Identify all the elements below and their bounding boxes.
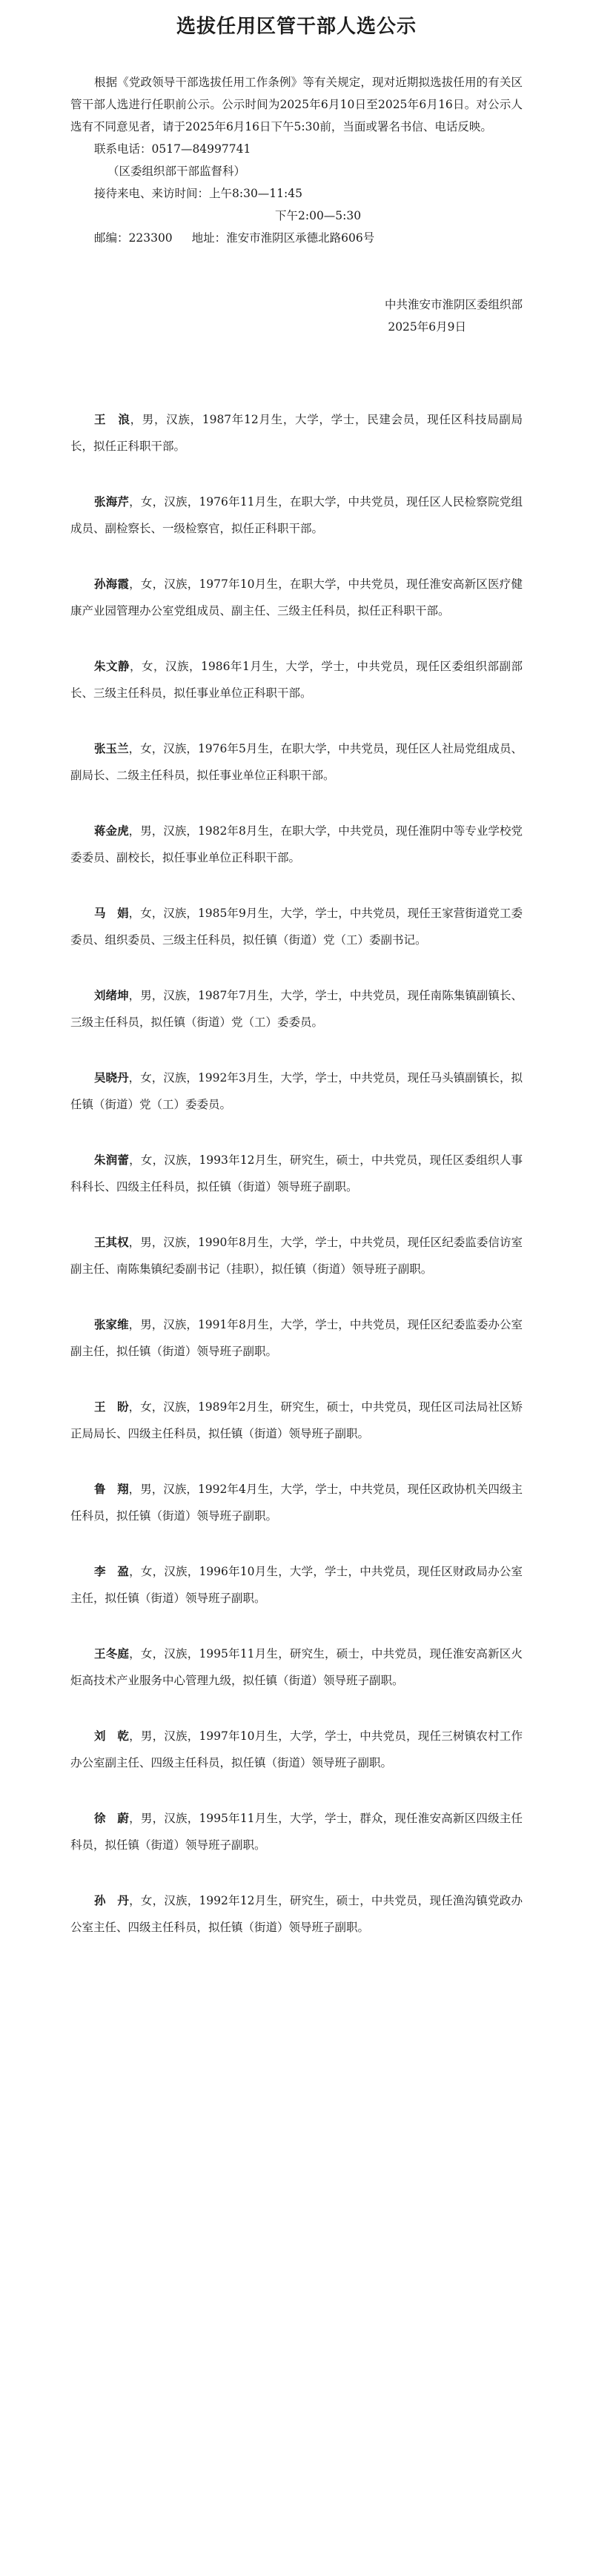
- postcode: 邮编：223300: [94, 231, 173, 245]
- candidate-entry: [70, 1311, 523, 1365]
- candidate-entry: [70, 1394, 523, 1447]
- candidate-entry: [70, 1805, 523, 1858]
- candidate-details: ，女，汉族，1985年9月生，大学，学士，中共党员，现任王家营街道党工委委员、组织委员、三级主任科员，拟任镇（街道）党（工）委副书记。: [70, 907, 523, 947]
- candidate-entry: [70, 571, 523, 624]
- candidate-entry: [70, 818, 523, 871]
- candidate-name: 刘 乾: [94, 1729, 130, 1743]
- candidate-details: ，女，汉族，1989年2月生，研究生，硕士，中共党员，现任区司法局社区矫正局局长、四级主任科员，拟任镇（街道）领导班子副职。: [70, 1400, 523, 1440]
- candidate-name: 马 娟: [94, 906, 129, 920]
- candidate-details: ，女，汉族，1986年1月生，大学，学士，中共党员，现任区委组织部副部长、三级主任科员，拟任事业单位正科职干部。: [70, 660, 523, 700]
- candidate-name: 孙海霞: [94, 577, 130, 591]
- address: 地址：淮安市淮阴区承德北路606号: [191, 231, 375, 245]
- candidate-entry: [70, 900, 523, 953]
- candidate-details: ，女，汉族，1995年11月生，研究生，硕士，中共党员，现任淮安高新区火炬高技术产业服务中心管理九级，拟任镇（街道）领导班子副职。: [70, 1647, 523, 1687]
- candidate-name: 李 盈: [94, 1564, 130, 1578]
- reception-hours-pm: 下午2:00—5:30: [275, 209, 362, 222]
- candidate-entry: [70, 1640, 523, 1694]
- candidate-details: ，女，汉族，1996年10月生，大学，学士，中共党员，现任区财政局办公室主任，拟任镇（街道）领导班子副职。: [70, 1565, 523, 1605]
- contact-office: （区委组织部干部监督科）: [107, 165, 246, 178]
- candidate-entry: [70, 653, 523, 706]
- candidate-entry: [70, 1229, 523, 1282]
- candidate-entry: [70, 1558, 523, 1612]
- candidate-details: ，男，汉族，1987年12月生，大学，学士，民建会员，现任区科技局副局长，拟任正科职干部。: [70, 413, 523, 453]
- candidate-entry: [70, 982, 523, 1036]
- candidate-name: 蒋金虎: [94, 824, 129, 838]
- candidate-name: 吴晓丹: [94, 1070, 129, 1085]
- candidate-entry: [70, 735, 523, 789]
- candidate-details: ，男，汉族，1992年4月生，大学，学士，中共党员，现任区政协机关四级主任科员，拟任镇（街道）领导班子副职。: [70, 1483, 523, 1523]
- candidate-details: ，男，汉族，1997年10月生，大学，学士，中共党员，现任三树镇农村工作办公室副主任、四级主任科员，拟任镇（街道）领导班子副职。: [70, 1729, 523, 1769]
- candidate-details: ，男，汉族，1987年7月生，大学，学士，中共党员，现任南陈集镇副镇长、三级主任科员，拟任镇（街道）党（工）委委员。: [70, 989, 523, 1029]
- candidate-name: 鲁 翔: [94, 1482, 129, 1496]
- signature-date: 2025年6月9日: [388, 320, 466, 334]
- candidate-name: 王其权: [94, 1235, 129, 1249]
- postcode-address-row: [70, 227, 523, 249]
- candidate-name: 王 盼: [94, 1400, 129, 1414]
- candidate-entry: [70, 1064, 523, 1118]
- reception-hours-am: 接待来电、来访时间：上午8:30—11:45: [94, 187, 302, 200]
- candidate-name: 张海芹: [94, 494, 130, 509]
- signature-org: 中共淮安市淮阴区委组织部: [384, 298, 523, 311]
- candidate-entry: [70, 1476, 523, 1529]
- candidate-name: 朱文静: [94, 659, 130, 673]
- candidate-name: 刘绪坤: [94, 988, 129, 1002]
- candidate-details: ，男，汉族，1995年11月生，大学，学士，群众，现任淮安高新区四级主任科员，拟任镇（街道）领导班子副职。: [70, 1812, 523, 1852]
- candidate-name: 王冬庭: [94, 1646, 130, 1661]
- candidate-details: ，女，汉族，1993年12月生，研究生，硕士，中共党员，现任区委组织人事科科长、四级主任科员，拟任镇（街道）领导班子副职。: [70, 1153, 523, 1193]
- candidate-name: 徐 蔚: [94, 1811, 130, 1825]
- contact-phone: 联系电话：0517—84997741: [94, 142, 251, 156]
- page-title: 选拔任用区管干部人选公示: [176, 16, 417, 38]
- candidate-details: ，男，汉族，1982年8月生，在职大学，中共党员，现任淮阴中等专业学校党委委员、副校长，拟任事业单位正科职干部。: [70, 824, 523, 864]
- intro-paragraph: 根据《党政领导干部选拔任用工作条例》等有关规定，现对近期拟选拔任用的有关区管干部人选进行任职前公示。公示时间为2025年6月10日至2025年6月16日。对公示人选有不同意见者，请于2025年6月16日下午5:30前，当面或署名书信、电话反映。: [70, 76, 523, 133]
- candidate-entry: [70, 1887, 523, 1941]
- candidate-name: 孙 丹: [94, 1893, 130, 1907]
- candidate-details: ，男，汉族，1990年8月生，大学，学士，中共党员，现任区纪委监委信访室副主任、南陈集镇纪委副书记（挂职），拟任镇（街道）领导班子副职。: [70, 1236, 523, 1276]
- candidate-entry: [70, 489, 523, 542]
- candidate-details: ，女，汉族，1976年5月生，在职大学，中共党员，现任区人社局党组成员、副局长、二级主任科员，拟任事业单位正科职干部。: [70, 742, 523, 782]
- candidate-name: 王 浪: [94, 412, 130, 426]
- candidate-details: ，女，汉族，1992年3月生，大学，学士，中共党员，现任马头镇副镇长，拟任镇（街道）党（工）委委员。: [70, 1071, 523, 1111]
- candidate-list: [70, 406, 523, 1941]
- candidate-details: ，男，汉族，1991年8月生，大学，学士，中共党员，现任区纪委监委办公室副主任，拟任镇（街道）领导班子副职。: [70, 1318, 523, 1358]
- candidate-details: ，女，汉族，1992年12月生，研究生，硕士，中共党员，现任渔沟镇党政办公室主任、四级主任科员，拟任镇（街道）领导班子副职。: [70, 1894, 523, 1934]
- candidate-name: 张家维: [94, 1317, 129, 1331]
- candidate-details: ，女，汉族，1976年11月生，在职大学，中共党员，现任区人民检察院党组成员、副检察长、一级检察官，拟任正科职干部。: [70, 495, 523, 535]
- candidate-entry: [70, 1723, 523, 1776]
- candidate-entry: [70, 406, 523, 460]
- candidate-name: 朱润蕾: [94, 1153, 130, 1167]
- candidate-entry: [70, 1147, 523, 1200]
- candidate-name: 张玉兰: [94, 741, 129, 755]
- candidate-details: ，女，汉族，1977年10月生，在职大学，中共党员，现任淮安高新区医疗健康产业园管理办公室党组成员、副主任、三级主任科员，拟任正科职干部。: [70, 577, 523, 617]
